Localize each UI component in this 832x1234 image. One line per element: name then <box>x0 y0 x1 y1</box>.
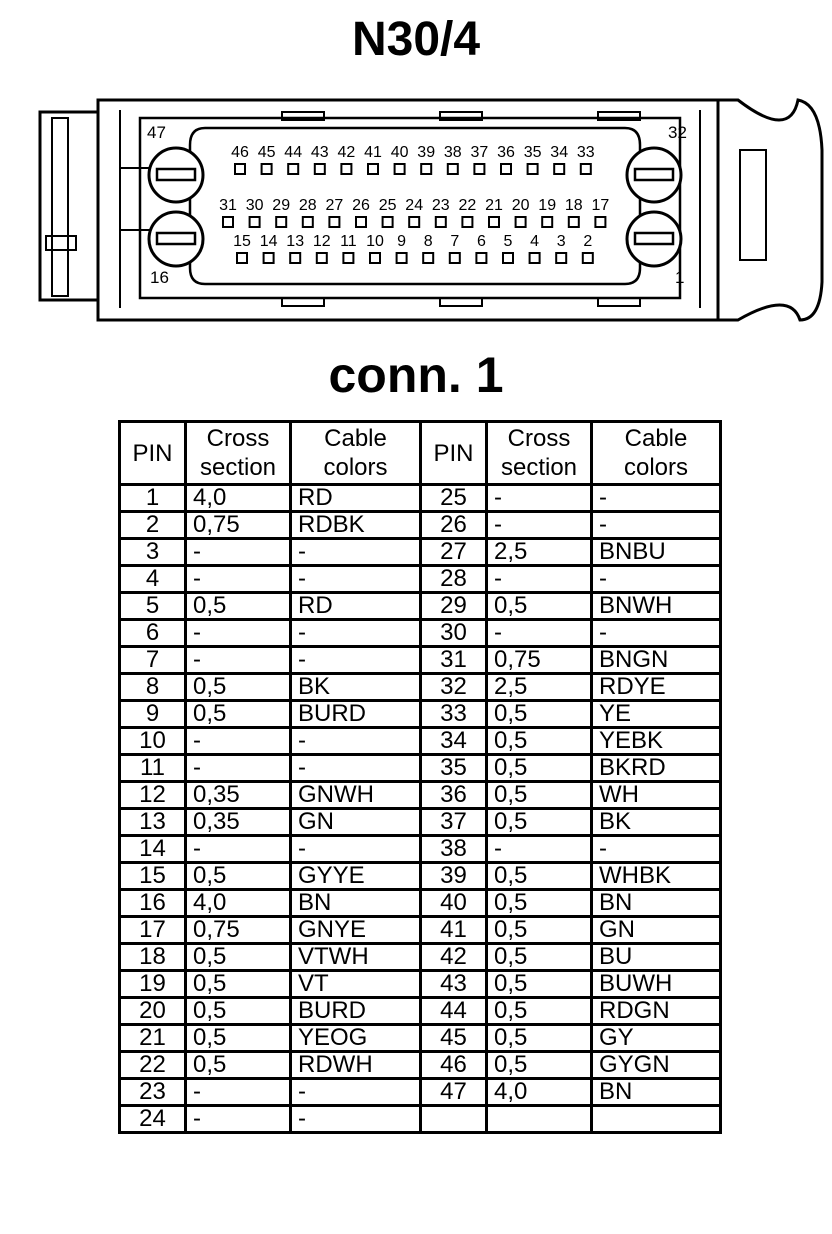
table-row <box>120 782 721 809</box>
table-row <box>120 863 721 890</box>
table-row <box>120 1025 721 1052</box>
pin-socket <box>489 217 499 227</box>
cross-section-cell: 0,5 <box>487 998 592 1025</box>
left-latch-clip <box>52 118 68 296</box>
connector-title: N30/4 <box>351 13 481 66</box>
pin-cell: 38 <box>421 836 487 863</box>
pin-number: 35 <box>523 144 542 161</box>
pin-cell: 13 <box>120 809 186 836</box>
cable-color-cell: BK <box>291 674 421 701</box>
cross-section-cell: 0,5 <box>186 701 291 728</box>
pin-socket <box>383 217 393 227</box>
header-cross-section: Cross section <box>186 422 291 485</box>
cable-color-cell: YE <box>592 701 721 728</box>
table-row <box>120 944 721 971</box>
cable-color-cell: - <box>592 512 721 539</box>
pin-socket <box>530 253 540 263</box>
cross-section-cell: - <box>487 836 592 863</box>
pin-socket <box>288 164 298 174</box>
table-row <box>120 890 721 917</box>
cable-color-cell: BN <box>592 890 721 917</box>
table-row <box>120 917 721 944</box>
pin-number: 5 <box>503 233 513 250</box>
pin-number: 40 <box>390 144 409 161</box>
pin-cell: 9 <box>120 701 186 728</box>
pin-table <box>118 420 722 1134</box>
pin-cell: 26 <box>421 512 487 539</box>
pin-socket <box>423 253 433 263</box>
cable-color-cell: VTWH <box>291 944 421 971</box>
cross-section-cell: 0,5 <box>487 809 592 836</box>
pin-number: 13 <box>286 233 305 250</box>
cable-color-cell: - <box>291 755 421 782</box>
cable-color-cell: RD <box>291 485 421 512</box>
cable-color-cell: RD <box>291 593 421 620</box>
pin-socket <box>290 253 300 263</box>
table-row <box>120 755 721 782</box>
cross-section-cell: 0,5 <box>186 593 291 620</box>
pin-number: 43 <box>310 144 329 161</box>
pin-socket <box>501 164 511 174</box>
cross-section-cell: 0,35 <box>186 809 291 836</box>
cross-section-cell: 0,5 <box>487 863 592 890</box>
cable-color-cell: RDYE <box>592 674 721 701</box>
table-row <box>120 1106 721 1133</box>
pin-number: 27 <box>325 197 344 214</box>
header-cable-colors: Cable colors <box>291 422 421 485</box>
pin-number: 39 <box>417 144 436 161</box>
pin-cell: 11 <box>120 755 186 782</box>
cable-color-cell: - <box>291 647 421 674</box>
cross-section-cell: 0,5 <box>186 944 291 971</box>
pin-socket <box>581 164 591 174</box>
table-row <box>120 998 721 1025</box>
cable-color-cell: BNBU <box>592 539 721 566</box>
cable-color-cell: - <box>291 566 421 593</box>
pin-number: 41 <box>364 144 382 161</box>
pin-number: 45 <box>257 144 276 161</box>
pin-number: 26 <box>352 197 370 214</box>
pin-cell: 3 <box>120 539 186 566</box>
pin-socket <box>356 217 366 227</box>
pin-cell: 36 <box>421 782 487 809</box>
table-row <box>120 836 721 863</box>
pin-number: 22 <box>458 197 477 214</box>
cross-section-cell: - <box>186 728 291 755</box>
pin-cell: 2 <box>120 512 186 539</box>
pin-socket <box>462 217 472 227</box>
cable-color-cell: WHBK <box>592 863 721 890</box>
table-row <box>120 674 721 701</box>
pin-socket <box>476 253 486 263</box>
pin-cell: 14 <box>120 836 186 863</box>
cable-color-cell: YEBK <box>592 728 721 755</box>
cross-section-cell: - <box>487 485 592 512</box>
header-cable-colors: Cable colors <box>592 422 721 485</box>
table-row <box>120 620 721 647</box>
cable-color-cell: - <box>291 1079 421 1106</box>
pin-cell: 25 <box>421 485 487 512</box>
pin-socket <box>421 164 431 174</box>
cable-color-cell: GN <box>592 917 721 944</box>
cable-color-cell: RDGN <box>592 998 721 1025</box>
pin-cell: 20 <box>120 998 186 1025</box>
pin-socket <box>223 217 233 227</box>
pin-cell: 30 <box>421 620 487 647</box>
cross-section-cell: 0,5 <box>487 890 592 917</box>
pin-number: 36 <box>497 144 515 161</box>
cable-color-cell: - <box>291 728 421 755</box>
cross-section-cell: 2,5 <box>487 539 592 566</box>
cable-color-cell <box>592 1106 721 1133</box>
pin-number: 7 <box>450 233 460 250</box>
cable-color-cell: BK <box>592 809 721 836</box>
cross-section-cell: - <box>487 512 592 539</box>
pin-socket <box>516 217 526 227</box>
header-pin: PIN <box>421 422 487 485</box>
cable-color-cell: GY <box>592 1025 721 1052</box>
pin-socket <box>329 217 339 227</box>
pin-number: 21 <box>485 197 503 214</box>
pin-socket <box>237 253 247 263</box>
cable-color-cell: YEOG <box>291 1025 421 1052</box>
pin-cell: 47 <box>421 1079 487 1106</box>
pin-number: 14 <box>259 233 278 250</box>
pin-cell <box>421 1106 487 1133</box>
cable-color-cell: WH <box>592 782 721 809</box>
cross-section-cell: 0,5 <box>487 944 592 971</box>
pin-socket <box>595 217 605 227</box>
pin-cell: 8 <box>120 674 186 701</box>
cross-section-cell: 0,5 <box>487 782 592 809</box>
cross-section-cell <box>487 1106 592 1133</box>
table-row <box>120 566 721 593</box>
pin-number: 4 <box>530 233 540 250</box>
pin-cell: 41 <box>421 917 487 944</box>
pin-cell: 15 <box>120 863 186 890</box>
cross-section-cell: 0,5 <box>487 971 592 998</box>
pin-table-header <box>120 422 721 485</box>
pin-number: 8 <box>423 233 433 250</box>
cable-color-cell: - <box>592 566 721 593</box>
pin-socket <box>315 164 325 174</box>
pin-number: 12 <box>312 233 331 250</box>
pin-number: 37 <box>470 144 489 161</box>
pin-number: 6 <box>476 233 486 250</box>
cross-section-cell: 0,5 <box>186 1052 291 1079</box>
pin-number: 20 <box>511 197 530 214</box>
pin-socket <box>409 217 419 227</box>
pin-cell: 10 <box>120 728 186 755</box>
table-row <box>120 647 721 674</box>
pin-cell: 23 <box>120 1079 186 1106</box>
pin-cell: 32 <box>421 674 487 701</box>
pin-cell: 45 <box>421 1025 487 1052</box>
cable-color-cell: GYYE <box>291 863 421 890</box>
cable-color-cell: BKRD <box>592 755 721 782</box>
cable-color-cell: BNWH <box>592 593 721 620</box>
cross-section-cell: 4,0 <box>186 485 291 512</box>
table-row <box>120 701 721 728</box>
pin-socket <box>528 164 538 174</box>
cable-color-cell: BURD <box>291 998 421 1025</box>
pin-number: 30 <box>245 197 264 214</box>
pin-socket <box>276 217 286 227</box>
pin-cell: 22 <box>120 1052 186 1079</box>
cable-color-cell: RDWH <box>291 1052 421 1079</box>
table-row <box>120 512 721 539</box>
cross-section-cell: 0,5 <box>186 863 291 890</box>
header-pin: PIN <box>120 422 186 485</box>
pin-socket <box>368 164 378 174</box>
pin-socket <box>556 253 566 263</box>
pin-cell: 35 <box>421 755 487 782</box>
pin-socket <box>448 164 458 174</box>
pin-number: 15 <box>233 233 251 250</box>
cross-section-cell: - <box>487 566 592 593</box>
pin-cell: 29 <box>421 593 487 620</box>
cross-section-cell: - <box>186 1106 291 1133</box>
cross-section-cell: - <box>186 620 291 647</box>
pin-socket <box>341 164 351 174</box>
corner-label-47: 47 <box>147 123 166 142</box>
cross-section-cell: 0,5 <box>186 971 291 998</box>
pin-number: 2 <box>583 233 593 250</box>
cable-color-cell: GNYE <box>291 917 421 944</box>
pin-socket <box>503 253 513 263</box>
pin-number: 42 <box>337 144 356 161</box>
pin-cell: 39 <box>421 863 487 890</box>
pin-cell: 4 <box>120 566 186 593</box>
pin-socket <box>317 253 327 263</box>
pin-cell: 37 <box>421 809 487 836</box>
cable-color-cell: GNWH <box>291 782 421 809</box>
pin-cell: 43 <box>421 971 487 998</box>
cable-color-cell: BN <box>592 1079 721 1106</box>
cable-color-cell: BU <box>592 944 721 971</box>
pin-number: 34 <box>550 144 569 161</box>
cable-color-cell: - <box>291 539 421 566</box>
pin-socket <box>542 217 552 227</box>
table-row <box>120 593 721 620</box>
pin-cell: 28 <box>421 566 487 593</box>
pin-cell: 31 <box>421 647 487 674</box>
cable-color-cell: - <box>291 836 421 863</box>
cable-color-cell: BURD <box>291 701 421 728</box>
pin-socket <box>554 164 564 174</box>
cross-section-cell: 0,5 <box>186 1025 291 1052</box>
cross-section-cell: 0,75 <box>186 917 291 944</box>
cross-section-cell: 0,5 <box>487 1025 592 1052</box>
pin-number: 11 <box>340 233 357 250</box>
cross-section-cell: - <box>487 620 592 647</box>
corner-label-16: 16 <box>150 268 169 287</box>
cross-section-cell: 4,0 <box>186 890 291 917</box>
pin-socket <box>395 164 405 174</box>
right-lever <box>718 100 822 320</box>
cross-section-cell: 0,5 <box>487 1052 592 1079</box>
pin-cell: 46 <box>421 1052 487 1079</box>
corner-label-32: 32 <box>668 123 687 142</box>
pin-socket <box>303 217 313 227</box>
cable-color-cell: GN <box>291 809 421 836</box>
pin-number: 9 <box>397 233 407 250</box>
pin-cell: 19 <box>120 971 186 998</box>
pin-number: 25 <box>378 197 397 214</box>
cross-section-cell: 0,5 <box>186 998 291 1025</box>
table-row <box>120 1052 721 1079</box>
cross-section-cell: - <box>186 1079 291 1106</box>
pin-cell: 1 <box>120 485 186 512</box>
pin-socket <box>250 217 260 227</box>
table-row <box>120 728 721 755</box>
corner-label-1: 1 <box>675 268 685 287</box>
pin-number: 19 <box>538 197 557 214</box>
pin-number: 10 <box>366 233 384 250</box>
pin-number: 44 <box>284 144 303 161</box>
pin-cell: 21 <box>120 1025 186 1052</box>
pin-socket <box>370 253 380 263</box>
pin-number: 24 <box>405 197 424 214</box>
pin-number: 31 <box>219 197 237 214</box>
pin-cell: 24 <box>120 1106 186 1133</box>
cross-section-cell: 0,5 <box>487 755 592 782</box>
pin-cell: 34 <box>421 728 487 755</box>
table-row <box>120 539 721 566</box>
pin-cell: 7 <box>120 647 186 674</box>
pin-cell: 40 <box>421 890 487 917</box>
cross-section-cell: 0,75 <box>487 647 592 674</box>
header-cross-section: Cross section <box>487 422 592 485</box>
cable-color-cell: BUWH <box>592 971 721 998</box>
pin-cell: 42 <box>421 944 487 971</box>
pin-number: 29 <box>272 197 291 214</box>
pin-number: 23 <box>431 197 450 214</box>
cross-section-cell: 0,75 <box>186 512 291 539</box>
pin-socket <box>436 217 446 227</box>
table-row <box>120 971 721 998</box>
cable-color-cell: BN <box>291 890 421 917</box>
pin-table-body <box>120 485 721 1133</box>
table-row <box>120 485 721 512</box>
cross-section-cell: - <box>186 755 291 782</box>
cross-section-cell: - <box>186 539 291 566</box>
cable-color-cell: - <box>592 485 721 512</box>
connector-subtitle: conn. 1 <box>328 347 504 403</box>
pin-number: 38 <box>443 144 462 161</box>
table-row <box>120 809 721 836</box>
pin-cell: 33 <box>421 701 487 728</box>
pin-socket <box>343 253 353 263</box>
cross-section-cell: - <box>186 566 291 593</box>
pin-cell: 12 <box>120 782 186 809</box>
pin-cell: 44 <box>421 998 487 1025</box>
pin-number: 46 <box>231 144 249 161</box>
pin-cell: 16 <box>120 890 186 917</box>
cross-section-cell: - <box>186 647 291 674</box>
pin-number: 33 <box>576 144 595 161</box>
cross-section-cell: 0,35 <box>186 782 291 809</box>
cross-section-cell: 0,5 <box>487 917 592 944</box>
cable-color-cell: - <box>291 1106 421 1133</box>
cross-section-cell: 0,5 <box>487 593 592 620</box>
pin-cell: 27 <box>421 539 487 566</box>
table-row <box>120 1079 721 1106</box>
cable-color-cell: - <box>291 620 421 647</box>
cross-section-cell: 0,5 <box>487 701 592 728</box>
pin-number: 3 <box>556 233 566 250</box>
pin-number: 28 <box>298 197 317 214</box>
cable-color-cell: - <box>592 620 721 647</box>
cable-color-cell: VT <box>291 971 421 998</box>
pin-cell: 5 <box>120 593 186 620</box>
cable-color-cell: - <box>592 836 721 863</box>
cross-section-cell: 2,5 <box>487 674 592 701</box>
connector-diagram <box>0 95 832 330</box>
pin-socket <box>235 164 245 174</box>
pin-socket <box>583 253 593 263</box>
cable-color-cell: GYGN <box>592 1052 721 1079</box>
pin-socket <box>450 253 460 263</box>
pin-socket <box>262 164 272 174</box>
cable-color-cell: BNGN <box>592 647 721 674</box>
pin-cell: 18 <box>120 944 186 971</box>
cross-section-cell: 0,5 <box>487 728 592 755</box>
pin-grid <box>219 144 609 263</box>
pin-number: 18 <box>564 197 583 214</box>
pin-cell: 6 <box>120 620 186 647</box>
pin-cell: 17 <box>120 917 186 944</box>
pin-socket <box>474 164 484 174</box>
pin-socket <box>569 217 579 227</box>
pin-socket <box>264 253 274 263</box>
cross-section-cell: 0,5 <box>186 674 291 701</box>
cross-section-cell: 4,0 <box>487 1079 592 1106</box>
pin-socket <box>397 253 407 263</box>
cable-color-cell: RDBK <box>291 512 421 539</box>
cross-section-cell: - <box>186 836 291 863</box>
pin-number: 17 <box>591 197 610 214</box>
